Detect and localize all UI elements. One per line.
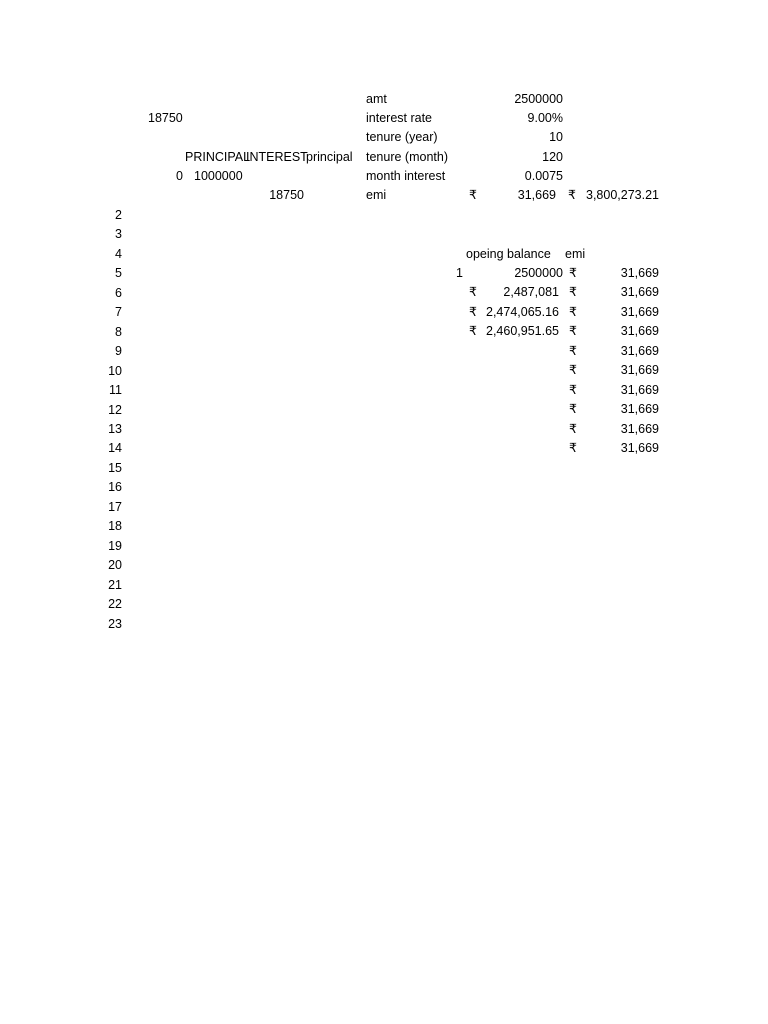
opening-balance-cell: 2,460,951.65 xyxy=(486,324,559,339)
emi-currency: ₹ xyxy=(569,421,577,436)
header-emi: emi xyxy=(565,247,586,261)
row-number: 18 xyxy=(108,519,122,534)
emi-currency: ₹ xyxy=(569,304,577,319)
emi-cell: 31,669 xyxy=(620,441,659,455)
opening-balance-cell: 2,474,065.16 xyxy=(486,304,559,319)
emi-cell: 31,669 xyxy=(620,285,659,300)
schedule-row-number: 1 xyxy=(456,266,463,280)
header-principal-lower: principal xyxy=(306,150,353,164)
header-interest: INTEREST xyxy=(246,150,308,164)
emi-currency: ₹ xyxy=(469,188,477,202)
emi-currency: ₹ xyxy=(569,441,577,455)
row-number: 6 xyxy=(115,285,122,300)
amt-label: amt xyxy=(366,92,387,106)
row-number: 4 xyxy=(115,246,122,261)
row-number: 12 xyxy=(108,402,122,417)
emi-currency: ₹ xyxy=(569,285,577,300)
interest-rate-label: interest rate xyxy=(366,111,433,125)
emi-currency: ₹ xyxy=(569,402,577,417)
month-interest-label: month interest xyxy=(366,169,446,183)
row-number: 9 xyxy=(115,344,122,359)
row-number: 14 xyxy=(108,441,122,456)
balance-currency: ₹ xyxy=(469,304,477,319)
value-1000000: 1000000 xyxy=(194,169,243,183)
emi-currency: ₹ xyxy=(569,343,577,358)
row-number: 5 xyxy=(115,266,122,281)
emi-currency: ₹ xyxy=(569,324,577,339)
emi-currency: ₹ xyxy=(569,266,577,280)
balance-currency: ₹ xyxy=(469,324,477,339)
total-currency: ₹ xyxy=(568,188,576,202)
row-number: 22 xyxy=(108,597,122,611)
row-number: 3 xyxy=(115,227,122,242)
emi-cell: 31,669 xyxy=(620,363,659,378)
month-interest-value: 0.0075 xyxy=(524,169,563,183)
row-number: 16 xyxy=(108,480,122,495)
emi-currency: ₹ xyxy=(569,382,577,397)
row-number: 15 xyxy=(108,460,122,475)
header-principal: PRINCIPAL xyxy=(185,150,251,164)
tenure-month-label: tenure (month) xyxy=(366,150,448,164)
header-opening-balance: opeing balance xyxy=(466,247,551,261)
row-number: 7 xyxy=(115,305,122,320)
emi-label: emi xyxy=(366,188,387,202)
emi-value: 31,669 xyxy=(517,188,556,202)
emi-cell: 31,669 xyxy=(620,382,659,397)
tenure-month-value: 120 xyxy=(542,150,563,164)
emi-cell: 31,669 xyxy=(620,402,659,417)
emi-currency: ₹ xyxy=(569,363,577,378)
row-number: 19 xyxy=(108,538,122,553)
interest-rate-value: 9.00% xyxy=(527,111,563,125)
row-number: 21 xyxy=(108,577,122,592)
opening-balance-cell: 2500000 xyxy=(514,266,563,280)
row-number: 17 xyxy=(108,499,122,514)
row-number: 2 xyxy=(115,208,122,222)
emi-cell: 31,669 xyxy=(620,304,659,319)
value-18750-top: 18750 xyxy=(148,111,183,125)
tenure-year-value: 10 xyxy=(549,130,563,144)
tenure-year-label: tenure (year) xyxy=(366,130,438,144)
emi-cell: 31,669 xyxy=(620,266,659,280)
row-number: 11 xyxy=(109,383,122,397)
row-number: 20 xyxy=(108,558,122,573)
emi-cell: 31,669 xyxy=(620,343,659,358)
balance-currency: ₹ xyxy=(469,285,477,300)
row-number: 23 xyxy=(108,616,122,631)
row-number: 8 xyxy=(115,324,122,339)
emi-cell: 31,669 xyxy=(620,421,659,436)
value-zero: 0 xyxy=(176,169,183,183)
total-value: 3,800,273.21 xyxy=(586,188,659,202)
opening-balance-cell: 2,487,081 xyxy=(503,285,559,300)
amt-value: 2500000 xyxy=(514,92,563,106)
row-number: 10 xyxy=(108,363,122,378)
row-number: 13 xyxy=(108,421,122,436)
emi-cell: 31,669 xyxy=(620,324,659,339)
value-18750-bottom: 18750 xyxy=(269,188,304,202)
